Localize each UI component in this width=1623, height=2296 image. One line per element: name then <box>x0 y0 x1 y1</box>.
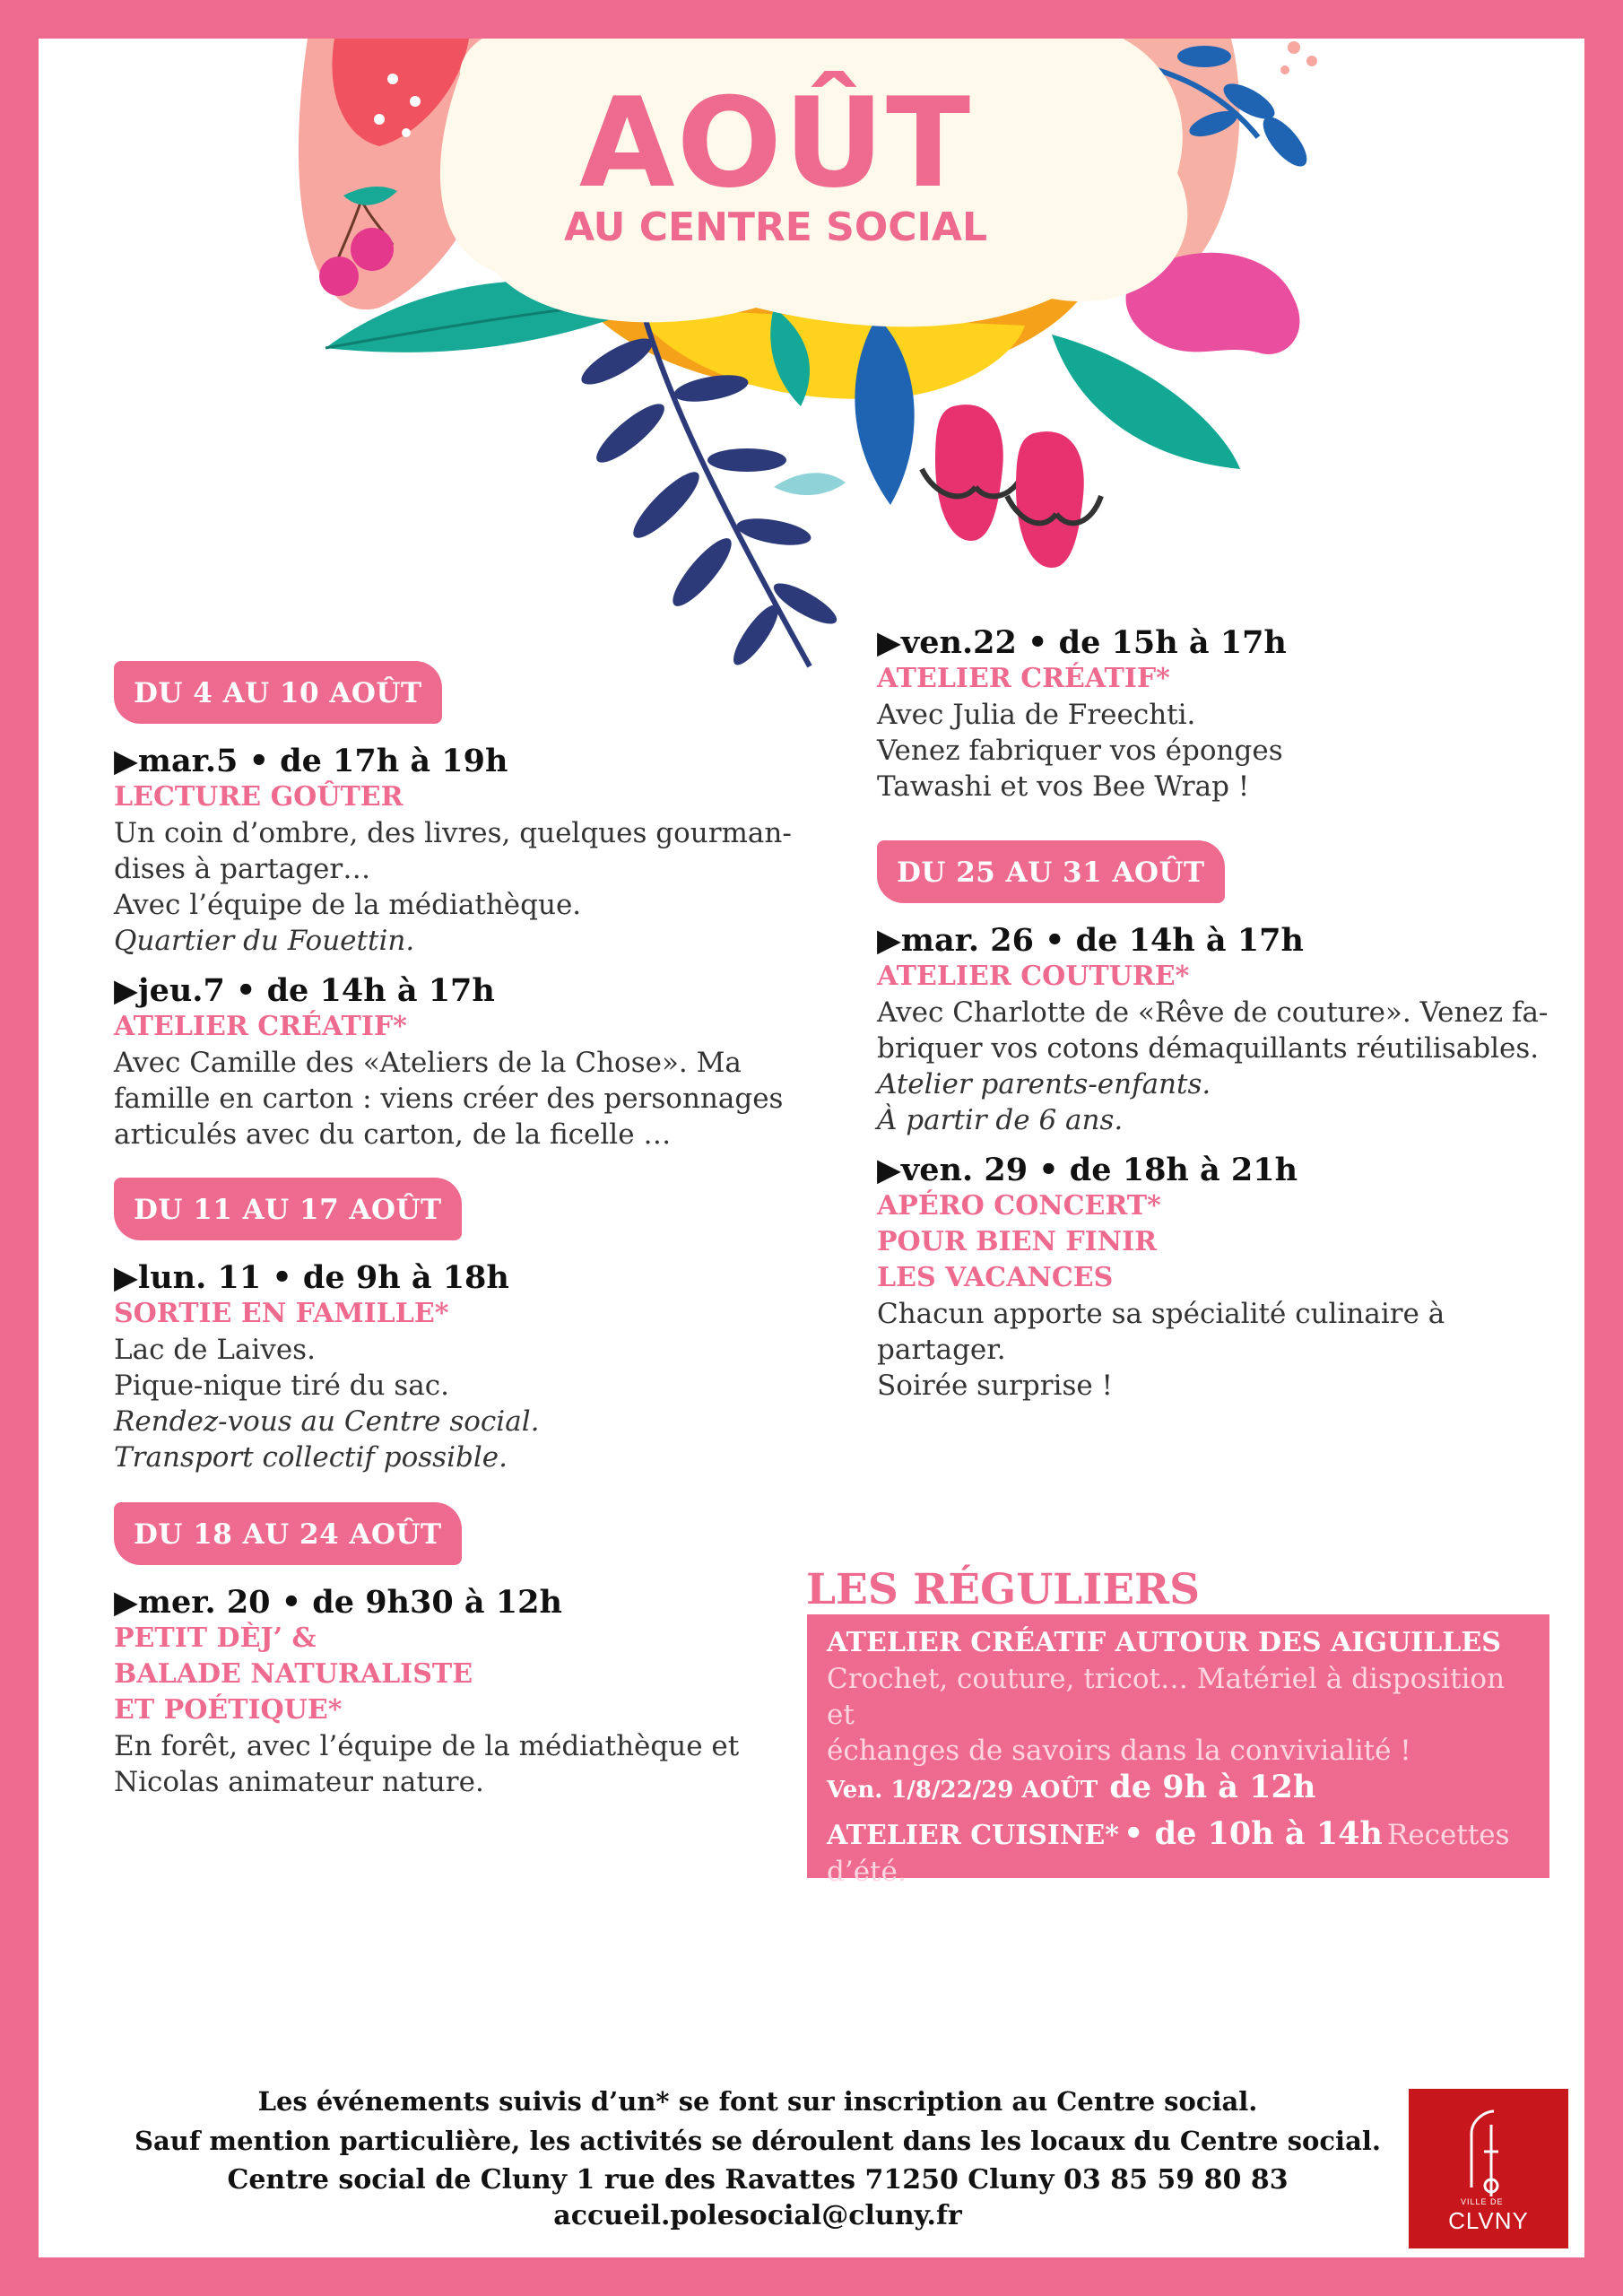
week-block <box>114 1178 813 1475</box>
event-when: ▶jeu.7 • de 14h à 17h <box>114 972 495 1009</box>
event-text: Nicolas animateur nature. <box>114 1766 484 1798</box>
flip-flop-right <box>1016 431 1084 568</box>
event-text: Pique-nique tiré du sac. <box>114 1370 449 1402</box>
event-note: Transport collectif possible. <box>114 1441 508 1474</box>
reguliers-atelier-schedule <box>827 1769 1530 1810</box>
event-note: Atelier parents-enfants. <box>877 1068 1211 1100</box>
footer <box>39 2082 1531 2232</box>
left-column <box>114 661 813 1814</box>
page-title: AOÛT <box>578 71 973 215</box>
week-block <box>877 840 1558 1404</box>
reguliers-days: Ven. 1/8/22/29 AOÛT <box>827 1777 1098 1804</box>
event-note: À partir de 6 ans. <box>877 1104 1124 1136</box>
reguliers-atelier-text: échanges de savoirs dans la convivialité ! <box>827 1735 1411 1767</box>
event-title: PETIT DÈJ’ & <box>114 1622 317 1654</box>
poster <box>39 39 1584 2257</box>
event-text: partager. <box>877 1334 1006 1366</box>
event-title: BALADE NATURALISTE <box>114 1658 473 1690</box>
event-title: POUR BIEN FINIR <box>877 1226 1158 1257</box>
reguliers-cuisine-hours: • de 10h à 14h <box>1124 1815 1383 1852</box>
reguliers-cuisine-days: Mer. 13 AOÛT <box>827 1896 1011 1923</box>
reguliers-hours: de 9h à 12h <box>1109 1769 1316 1805</box>
reguliers-atelier-text: Crochet, couture, tricot… Matériel à disposition et <box>827 1663 1506 1731</box>
event-title: LECTURE GOÛTER <box>114 781 404 813</box>
event-when: ▶lun. 11 • de 9h à 18h <box>114 1259 509 1296</box>
event-title: APÉRO CONCERT* <box>877 1190 1161 1222</box>
week-block <box>114 1502 813 1800</box>
reguliers-atelier-title: ATELIER CRÉATIF AUTOUR DES AIGUILLES <box>827 1627 1501 1658</box>
event-text: Avec Camille des «Ateliers de la Chose». Ma <box>114 1047 742 1079</box>
event-text: Avec l’équipe de la médiathèque. <box>114 889 582 921</box>
event-when: ▶ven.22 • de 15h à 17h <box>877 624 1287 661</box>
footer-email: accueil.polesocial@cluny.fr <box>553 2200 962 2231</box>
event-title: ET POÉTIQUE* <box>114 1694 343 1726</box>
event <box>877 1152 1558 1404</box>
event-text: Avec Charlotte de «Rêve de couture». Venez fa- <box>877 996 1549 1029</box>
event-text: Lac de Laives. <box>114 1334 316 1366</box>
event-text: dises à partager… <box>114 853 371 885</box>
event-text: Soirée surprise ! <box>877 1370 1114 1402</box>
footer-line: Les événements suivis d’un* se font sur inscription au Centre social. <box>257 2086 1258 2117</box>
event-text: Avec Julia de Freechti. <box>877 699 1196 731</box>
page-subtitle: AU CENTRE SOCIAL <box>563 204 988 250</box>
reguliers-cuisine-text: Recettes d’été. <box>827 1819 1510 1888</box>
event-text: articulés avec du carton, de la ficelle … <box>114 1118 672 1151</box>
event-title: ATELIER CRÉATIF* <box>877 663 1170 694</box>
teal-leaf-right <box>1052 335 1240 469</box>
right-column <box>877 625 1558 1418</box>
event-text: En forêt, avec l’équipe de la médiathèque et <box>114 1730 740 1762</box>
event-text: Chacun apporte sa spécialité culinaire à <box>877 1298 1445 1330</box>
event <box>114 1260 813 1475</box>
event-when: ▶mer. 20 • de 9h30 à 12h <box>114 1584 562 1621</box>
event-text: briquer vos cotons démaquillants réutilisables. <box>877 1032 1540 1065</box>
event <box>877 923 1558 1138</box>
flip-flop-left <box>935 404 1003 541</box>
footer-address: Centre social de Cluny 1 rue des Ravattes 71250 Cluny 03 85 59 80 83 <box>227 2164 1289 2196</box>
event-title: LES VACANCES <box>877 1262 1114 1293</box>
event <box>114 744 813 959</box>
event-note: Rendez-vous au Centre social. <box>114 1405 540 1438</box>
logo-small-text: VILLE DE <box>1461 2197 1504 2206</box>
event <box>114 1585 813 1800</box>
week-label: DU 25 AU 31 AOÛT <box>877 840 1225 903</box>
week-label: DU 18 AU 24 AOÛT <box>114 1502 462 1565</box>
logo-name: CLVNY <box>1448 2207 1529 2234</box>
week-label: DU 4 AU 10 AOÛT <box>114 661 442 724</box>
reguliers-cuisine-title: ATELIER CUISINE* <box>827 1820 1119 1851</box>
reguliers-title: LES RÉGULIERS <box>806 1565 1201 1614</box>
reguliers-box <box>807 1614 1549 1923</box>
event <box>114 973 813 1152</box>
event-when: ▶mar.5 • de 17h à 19h <box>114 743 508 779</box>
event-location: Quartier du Fouettin. <box>114 925 415 957</box>
week-block <box>114 661 813 1152</box>
event-title: ATELIER COUTURE* <box>877 961 1190 992</box>
event-when: ▶ven. 29 • de 18h à 21h <box>877 1152 1298 1188</box>
event-text: famille en carton : viens créer des personnages <box>114 1083 784 1115</box>
event-title: ATELIER CRÉATIF* <box>114 1011 407 1042</box>
event-title: SORTIE EN FAMILLE* <box>114 1298 449 1329</box>
event <box>877 625 1558 804</box>
cluny-logo <box>1409 2089 1568 2248</box>
week-label: DU 11 AU 17 AOÛT <box>114 1178 462 1240</box>
event-when: ▶mar. 26 • de 14h à 17h <box>877 922 1304 959</box>
reguliers-cuisine <box>827 1815 1530 1890</box>
event-text: Un coin d’ombre, des livres, quelques gourman- <box>114 817 792 849</box>
event-text: Tawashi et vos Bee Wrap ! <box>877 770 1250 803</box>
event-text: Venez fabriquer vos éponges <box>877 735 1283 767</box>
footer-line: Sauf mention particulière, les activités se déroulent dans les locaux du Centre social. <box>135 2126 1381 2156</box>
